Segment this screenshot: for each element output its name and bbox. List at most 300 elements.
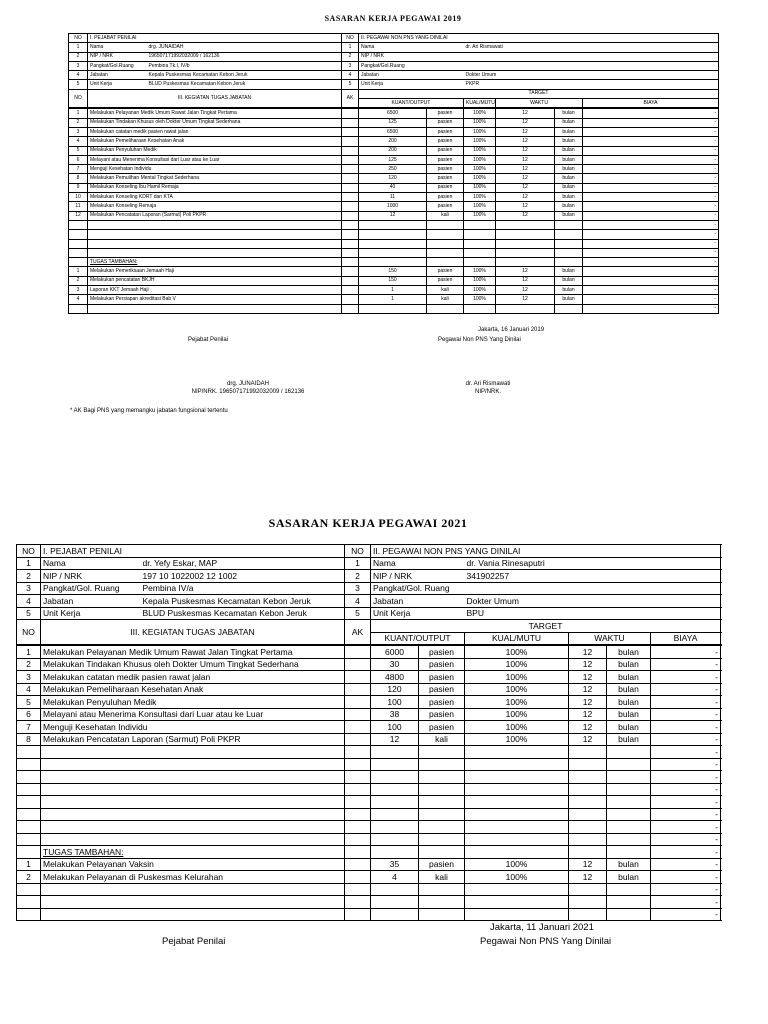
row-unit: pasien	[419, 683, 465, 696]
row-waktu-unit	[607, 771, 651, 784]
row-kegiatan	[88, 239, 342, 248]
row-unit: pasien	[419, 858, 465, 871]
row-waktu-unit: bulan	[555, 193, 583, 202]
row-unit	[419, 746, 465, 759]
row-biaya: -	[651, 708, 721, 721]
row-kegiatan: Melakukan Konseling KDRT dan KTA	[88, 193, 342, 202]
row-qty	[359, 230, 427, 239]
row-no	[17, 846, 41, 859]
row-waktu	[496, 248, 555, 257]
row-ak	[342, 108, 359, 118]
skp-table	[16, 544, 721, 921]
row-unit: kali	[427, 295, 464, 304]
row-no: 7	[69, 165, 88, 174]
table-row	[17, 821, 721, 834]
row-biaya: -	[583, 127, 719, 136]
ident-dinilai-value: dr. Ari Rismawati	[464, 43, 719, 52]
ident-label: Pangkat/Gol.Ruang	[359, 61, 464, 70]
no-header: NO	[69, 89, 88, 108]
row-unit: pasien	[419, 658, 465, 671]
row-no	[17, 896, 41, 909]
ident-label: Jabatan	[359, 71, 464, 80]
ident-dinilai-value	[464, 52, 719, 61]
row-kual	[464, 248, 496, 257]
row-kegiatan: Melakukan pencatatan BKJH	[88, 276, 342, 285]
row-unit: pasien	[427, 174, 464, 183]
row-waktu-unit: bulan	[555, 155, 583, 164]
row-no: 6	[17, 708, 41, 721]
table-row	[17, 908, 721, 921]
row-biaya: -	[651, 696, 721, 709]
ident-no: 2	[17, 570, 41, 583]
table-row	[69, 267, 719, 276]
ident-no: 2	[345, 570, 371, 583]
row-kegiatan	[41, 746, 345, 759]
ident-label: Unit Kerja	[41, 607, 141, 620]
ident-dinilai-value: dr. Vania Rinesaputri	[465, 557, 721, 570]
row-qty: 1	[359, 295, 427, 304]
row-unit	[419, 896, 465, 909]
ident-no: 5	[17, 607, 41, 620]
row-no: 9	[69, 183, 88, 192]
ident-dinilai-value: Dokter Umum	[464, 71, 719, 80]
row-ak	[342, 230, 359, 239]
row-waktu: 12	[569, 658, 607, 671]
row-no	[17, 746, 41, 759]
row-qty: 200	[359, 137, 427, 146]
row-no: 5	[69, 146, 88, 155]
table-row	[17, 883, 721, 896]
no-header: NO	[17, 620, 41, 646]
row-ak	[345, 896, 371, 909]
target-header: TARGET	[359, 89, 719, 98]
row-biaya: -	[651, 896, 721, 909]
row-waktu-unit: bulan	[607, 858, 651, 871]
ident-row	[69, 61, 719, 70]
row-no	[69, 248, 88, 257]
row-waktu-unit: bulan	[555, 137, 583, 146]
row-waktu: 12	[496, 276, 555, 285]
row-unit: pasien	[427, 127, 464, 136]
row-kegiatan: Melakukan Pencatatan Laporan (Sarmut) Poli PKPR	[41, 733, 345, 746]
row-kegiatan	[41, 908, 345, 921]
table-row	[69, 165, 719, 174]
row-no: 1	[69, 267, 88, 276]
dinilai-header: II. PEGAWAI NON PNS YANG DINILAI	[371, 545, 721, 558]
row-kegiatan: Melakukan Penyuluhan Medik	[41, 696, 345, 709]
row-unit: kali	[427, 286, 464, 295]
row-ak	[345, 783, 371, 796]
ident-label: Unit Kerja	[359, 80, 464, 89]
row-biaya: -	[583, 286, 719, 295]
table-row	[17, 671, 721, 684]
row-kual	[464, 304, 496, 313]
row-waktu-unit	[607, 833, 651, 846]
ident-penilai-value: Kepala Puskesmas Kecamatan Kebon Jeruk	[147, 71, 342, 80]
row-biaya: -	[651, 721, 721, 734]
ident-penilai-value: Pembina IV/a	[141, 582, 345, 595]
ident-label: Jabatan	[88, 71, 147, 80]
row-waktu-unit	[607, 821, 651, 834]
row-biaya: -	[583, 239, 719, 248]
row-biaya: -	[583, 304, 719, 313]
row-unit	[427, 258, 464, 267]
row-biaya: -	[651, 733, 721, 746]
row-unit	[427, 304, 464, 313]
row-kual: 100%	[465, 858, 569, 871]
ident-no: 5	[342, 80, 359, 89]
ident-label: Jabatan	[371, 595, 465, 608]
table-row	[17, 896, 721, 909]
row-qty	[371, 846, 419, 859]
row-qty: 35	[371, 858, 419, 871]
row-biaya: -	[651, 658, 721, 671]
ident-row	[17, 557, 721, 570]
row-biaya: -	[583, 193, 719, 202]
skp-table	[68, 33, 719, 314]
row-qty: 6000	[371, 645, 419, 658]
ident-no: 2	[69, 52, 88, 61]
row-kegiatan: Melakukan Pelayanan Medik Umum Rawat Jalan Tingkat Pertama	[41, 645, 345, 658]
row-ak	[345, 746, 371, 759]
row-qty	[359, 220, 427, 229]
row-kual	[464, 258, 496, 267]
row-waktu: 12	[569, 671, 607, 684]
table-row	[17, 783, 721, 796]
tambahan-label-row	[17, 846, 721, 859]
row-qty	[371, 908, 419, 921]
row-unit: pasien	[419, 696, 465, 709]
ident-dinilai-value: Dokter Umum	[465, 595, 721, 608]
footnote: * AK Bagi PNS yang memangku jabatan fungsional tertentu	[70, 408, 228, 414]
row-biaya: -	[583, 220, 719, 229]
row-unit: pasien	[427, 267, 464, 276]
row-kual	[465, 796, 569, 809]
row-no	[69, 258, 88, 267]
row-unit: pasien	[427, 193, 464, 202]
row-qty: 1000	[359, 202, 427, 211]
row-qty	[371, 833, 419, 846]
table-row	[17, 683, 721, 696]
row-no: 1	[17, 645, 41, 658]
row-waktu: 12	[496, 267, 555, 276]
ident-no: 5	[345, 607, 371, 620]
row-kual: 100%	[464, 174, 496, 183]
row-kual: 100%	[464, 276, 496, 285]
row-no: 2	[69, 118, 88, 127]
ident-label: NIP / NRK	[88, 52, 147, 61]
row-qty	[371, 821, 419, 834]
row-kegiatan: Melakukan Pemeliharaan Kesehatan Anak	[88, 137, 342, 146]
row-qty: 100	[371, 696, 419, 709]
row-kual: 100%	[464, 267, 496, 276]
row-biaya: -	[651, 833, 721, 846]
row-ak	[345, 733, 371, 746]
table-row	[69, 146, 719, 155]
row-waktu-unit: bulan	[607, 871, 651, 884]
row-ak	[342, 248, 359, 257]
row-kual: 100%	[465, 683, 569, 696]
row-waktu	[569, 771, 607, 784]
row-kual: 100%	[465, 658, 569, 671]
row-ak	[345, 658, 371, 671]
row-ak	[342, 202, 359, 211]
ident-row	[17, 570, 721, 583]
row-kual: 100%	[464, 286, 496, 295]
table-row	[17, 871, 721, 884]
ident-penilai-value: BLUD Puskesmas Kecamatan Kebon Jeruk	[147, 80, 342, 89]
row-kual: 100%	[464, 295, 496, 304]
row-waktu: 12	[496, 193, 555, 202]
row-kegiatan: Melakukan Pemulihan Mental Tingkat Sederhana	[88, 174, 342, 183]
ident-header-row	[17, 545, 721, 558]
no-header: NO	[69, 34, 88, 43]
row-ak	[342, 127, 359, 136]
row-unit	[419, 758, 465, 771]
row-unit: pasien	[427, 137, 464, 146]
ident-label: NIP / NRK	[371, 570, 465, 583]
row-qty: 150	[359, 267, 427, 276]
kegiatan-header: III. KEGIATAN TUGAS JABATAN	[88, 89, 342, 108]
row-biaya: -	[583, 118, 719, 127]
place-date: Jakarta, 16 Januari 2019	[478, 327, 545, 333]
row-no	[17, 783, 41, 796]
table-row	[69, 108, 719, 118]
row-kual: 100%	[464, 202, 496, 211]
row-waktu-unit	[555, 230, 583, 239]
row-kual: 100%	[465, 696, 569, 709]
ident-no: 2	[342, 52, 359, 61]
row-kegiatan: Melakukan Konseling Remaja	[88, 202, 342, 211]
table-row	[69, 118, 719, 127]
table-row	[69, 211, 719, 220]
row-kual	[465, 746, 569, 759]
row-qty	[371, 883, 419, 896]
row-biaya: -	[651, 645, 721, 658]
ident-row	[69, 43, 719, 52]
ident-no: 3	[69, 61, 88, 70]
row-no	[69, 239, 88, 248]
kegiatan-header-row	[17, 620, 721, 633]
table-row	[69, 276, 719, 285]
row-biaya: -	[651, 758, 721, 771]
table-row	[17, 796, 721, 809]
row-kual: 100%	[464, 193, 496, 202]
row-qty: 120	[359, 174, 427, 183]
row-kegiatan: Melakukan Pelayanan di Puskesmas Kelurahan	[41, 871, 345, 884]
row-unit	[419, 796, 465, 809]
row-waktu-unit	[607, 758, 651, 771]
row-biaya: -	[583, 137, 719, 146]
row-waktu-unit	[555, 258, 583, 267]
row-no: 10	[69, 193, 88, 202]
row-no: 7	[17, 721, 41, 734]
row-qty	[359, 304, 427, 313]
row-waktu-unit: bulan	[607, 658, 651, 671]
row-kegiatan: Melakukan Pencatatan Laporan (Sarmut) Poli PKPR	[88, 211, 342, 220]
row-ak	[345, 758, 371, 771]
table-row	[69, 174, 719, 183]
row-ak	[342, 146, 359, 155]
row-kual	[464, 239, 496, 248]
row-biaya: -	[651, 771, 721, 784]
ident-label: Pangkat/Gol. Ruang	[371, 582, 465, 595]
tambahan-label: TUGAS TAMBAHAN:	[88, 258, 342, 267]
row-waktu: 12	[496, 165, 555, 174]
row-biaya: -	[651, 883, 721, 896]
waktu-header: WAKTU	[569, 632, 651, 645]
row-ak	[342, 193, 359, 202]
row-kual	[465, 783, 569, 796]
row-waktu: 12	[569, 683, 607, 696]
row-kual	[465, 846, 569, 859]
row-qty	[359, 239, 427, 248]
row-waktu-unit: bulan	[555, 295, 583, 304]
row-no	[69, 304, 88, 313]
row-no	[17, 796, 41, 809]
no-header: NO	[342, 34, 359, 43]
row-waktu-unit	[555, 220, 583, 229]
kegiatan-header: III. KEGIATAN TUGAS JABATAN	[41, 620, 345, 646]
ak-header: AK	[342, 89, 359, 108]
row-biaya: -	[651, 683, 721, 696]
row-waktu: 12	[496, 211, 555, 220]
row-waktu-unit: bulan	[555, 183, 583, 192]
row-kegiatan: Melakukan Pemeriksaan Jemaah Haji	[88, 267, 342, 276]
target-header: TARGET	[371, 620, 721, 633]
penilai-name: drg. JUNAIDAH	[226, 381, 269, 387]
row-waktu: 12	[496, 127, 555, 136]
row-biaya: -	[583, 267, 719, 276]
row-ak	[345, 696, 371, 709]
pegawai-dinilai-label: Pegawai Non PNS Yang Dinilai	[480, 936, 612, 947]
row-waktu-unit	[555, 304, 583, 313]
kuant-header: KUANT/OUTPUT	[371, 632, 465, 645]
ident-no: 4	[345, 595, 371, 608]
no-header: NO	[345, 545, 371, 558]
row-waktu	[569, 883, 607, 896]
no-header: NO	[17, 545, 41, 558]
row-ak	[345, 796, 371, 809]
row-biaya: -	[583, 174, 719, 183]
row-qty: 30	[371, 658, 419, 671]
row-kual	[464, 230, 496, 239]
row-waktu	[569, 896, 607, 909]
row-waktu-unit	[607, 896, 651, 909]
row-kual: 100%	[464, 137, 496, 146]
dinilai-header: II. PEGAWAI NON PNS YANG DINILAI	[359, 34, 719, 43]
row-waktu: 12	[496, 118, 555, 127]
row-biaya: -	[583, 211, 719, 220]
row-biaya: -	[651, 858, 721, 871]
penilai-header: I. PEJABAT PENILAI	[41, 545, 345, 558]
row-kegiatan: Laporan KKT Jemaah Haji	[88, 286, 342, 295]
row-ak	[345, 846, 371, 859]
ident-row	[17, 582, 721, 595]
row-biaya: -	[651, 871, 721, 884]
row-waktu-unit: bulan	[555, 118, 583, 127]
row-ak	[342, 174, 359, 183]
row-no	[69, 220, 88, 229]
row-biaya: -	[583, 248, 719, 257]
ident-no: 4	[342, 71, 359, 80]
row-qty	[371, 808, 419, 821]
row-kegiatan: Melakukan catatan medik pasien rawat jalan	[41, 671, 345, 684]
row-qty	[371, 746, 419, 759]
ident-no: 3	[17, 582, 41, 595]
table-row	[69, 183, 719, 192]
row-waktu-unit: bulan	[607, 708, 651, 721]
ak-header: AK	[345, 620, 371, 646]
row-unit: kali	[427, 211, 464, 220]
row-ak	[345, 808, 371, 821]
row-ak	[345, 708, 371, 721]
row-kual: 100%	[464, 118, 496, 127]
row-unit: pasien	[427, 155, 464, 164]
row-waktu-unit: bulan	[555, 108, 583, 118]
pejabat-penilai-label: Pejabat Penilai	[162, 936, 226, 947]
row-kual	[465, 883, 569, 896]
row-waktu-unit: bulan	[607, 671, 651, 684]
row-kegiatan: Melayani atau Menerima Konsultasi dari Luar atau ke Luar	[41, 708, 345, 721]
pegawai-dinilai-label: Pegawai Non PNS Yang Dinilai	[438, 337, 521, 343]
row-ak	[342, 258, 359, 267]
row-no: 8	[69, 174, 88, 183]
ident-label: Pangkat/Gol. Ruang	[41, 582, 141, 595]
dinilai-signature	[418, 380, 558, 396]
table-row	[17, 645, 721, 658]
row-unit	[419, 783, 465, 796]
row-no: 12	[69, 211, 88, 220]
pejabat-penilai-label: Pejabat Penilai	[188, 337, 229, 343]
waktu-header: WAKTU	[496, 99, 583, 109]
table-row	[17, 758, 721, 771]
row-unit	[419, 771, 465, 784]
row-unit	[419, 846, 465, 859]
row-kegiatan	[88, 230, 342, 239]
row-waktu-unit: bulan	[555, 174, 583, 183]
row-waktu-unit	[607, 796, 651, 809]
row-kegiatan	[41, 883, 345, 896]
ident-label: Nama	[88, 43, 147, 52]
row-no: 2	[69, 276, 88, 285]
row-kual	[464, 220, 496, 229]
row-unit	[427, 239, 464, 248]
row-unit	[419, 821, 465, 834]
ident-label: Nama	[41, 557, 141, 570]
row-waktu	[496, 304, 555, 313]
row-ak	[342, 183, 359, 192]
ident-penilai-value: 196507171992032009 / 162136	[147, 52, 342, 61]
tambahan-label: TUGAS TAMBAHAN:	[41, 846, 345, 859]
row-no: 4	[69, 137, 88, 146]
row-kual	[465, 758, 569, 771]
ident-row	[17, 607, 721, 620]
row-ak	[345, 821, 371, 834]
row-biaya: -	[583, 230, 719, 239]
ident-penilai-value: BLUD Puskesmas Kecamatan Kebon Jeruk	[141, 607, 345, 620]
ident-dinilai-value	[464, 61, 719, 70]
row-qty: 40	[359, 183, 427, 192]
dinilai-nip: NIP/NRK.	[474, 389, 501, 396]
row-waktu-unit: bulan	[555, 276, 583, 285]
row-qty	[371, 771, 419, 784]
row-qty: 6500	[359, 127, 427, 136]
table-row	[17, 658, 721, 671]
row-kegiatan: Melayani atau Menerima Konsultasi dari Luar atau ke Luar	[88, 155, 342, 164]
row-ak	[342, 165, 359, 174]
row-qty: 150	[359, 276, 427, 285]
